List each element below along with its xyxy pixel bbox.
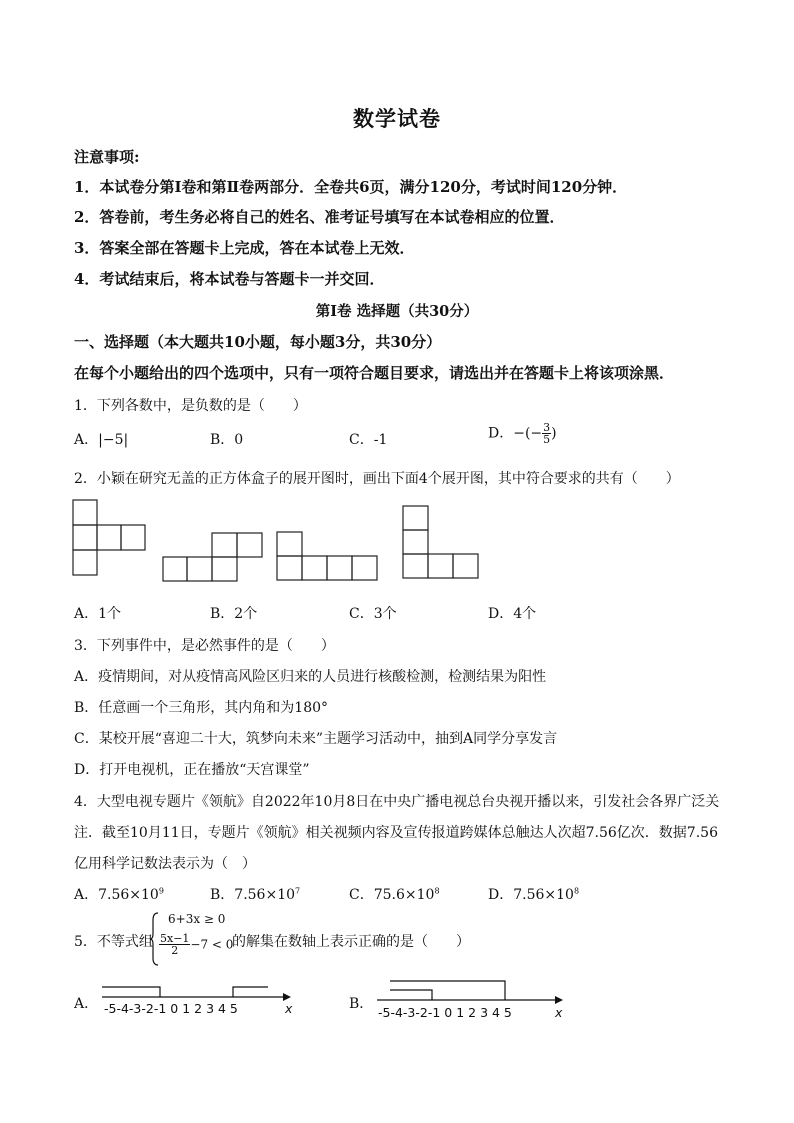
q1-option-b: B．0: [210, 432, 244, 448]
notice-item: 2．答卷前，考生务必将自己的姓名、准考证号填写在本试卷相应的位置．: [74, 208, 565, 226]
page-title: 数学试卷: [353, 106, 441, 131]
q4-option-b: B．$7.56\times 10^7$: [210, 886, 301, 903]
q2-option-a: A．1个: [74, 606, 122, 622]
q4-line: 4．大型电视专题片《领航》自2022年10月8日在中央广播电视总台央视开播以来，引发社会各界广泛关: [74, 794, 720, 810]
q5-stem-post: 的解集在数轴上表示正确的是（ ）: [232, 934, 470, 950]
notice-heading: 注意事项:: [74, 148, 140, 166]
q2-option-c: C．3个: [349, 606, 397, 622]
q3-stem: 3．下列事件中，是必然事件的是（ ）: [74, 638, 335, 654]
q4-line: 注．截至10月11日，专题片《领航》相关视频内容及宣传报道跨媒体总触达人次超7.56亿次．数据7.56: [74, 825, 718, 841]
q1-stem: 1．下列各数中，是负数的是（ ）: [74, 398, 307, 414]
fraction: $\frac{5x-1}{2}$: [160, 932, 190, 957]
q5-option-b-label: B．: [349, 996, 374, 1012]
q5-stem-pre: 5．不等式组: [74, 934, 153, 950]
q5-inequality-1: 6+3x ≥ 0: [168, 912, 226, 926]
q4-option-c: C．$75.6\times 10^8$: [349, 886, 440, 903]
number-line-b-ticks: -5-4-3-2-1 0 1 2 3 4 5: [378, 1005, 512, 1020]
q4-option-a: A．$7.56\times 10^9$: [74, 886, 164, 903]
number-line-a-var: x: [285, 1001, 293, 1016]
q3-option-b: B．任意画一个三角形，其内角和为180°: [74, 700, 329, 716]
section-instruction: 在每个小题给出的四个选项中，只有一项符合题目要求，请选出并在答题卡上将该项涂黑．: [74, 364, 675, 382]
q1-option-c: C．-1: [349, 432, 388, 448]
notice-item: 4．考试结束后，将本试卷与答题卡一并交回．: [74, 270, 385, 288]
section-title: 第Ⅰ卷 选择题（共30分）: [315, 303, 479, 320]
q4-line: 亿用科学记数法表示为（ ）: [74, 856, 256, 872]
number-line-a-ticks: -5-4-3-2-1 0 1 2 3 4 5: [104, 1001, 238, 1016]
q2-option-d: D．4个: [488, 606, 537, 622]
q2-option-b: B．2个: [210, 606, 258, 622]
q3-option-d: D．打开电视机，正在播放“天宫课堂”: [74, 762, 310, 778]
q1-option-a: A．|−5|: [74, 432, 129, 448]
q3-option-a: A．疫情期间，对从疫情高风险区归来的人员进行核酸检测，检测结果为阳性: [74, 669, 547, 685]
q1-option-d: D．−(− $\frac{3}{5}$ ): [488, 421, 557, 446]
notice-item: 3．答案全部在答题卡上完成，答在本试卷上无效．: [74, 239, 415, 257]
section-part: 一、选择题（本大题共10小题，每小题3分，共30分）: [74, 333, 442, 351]
number-line-b-var: x: [555, 1005, 563, 1020]
q1-a-expr: |−5|: [98, 432, 129, 448]
q3-option-c: C．某校开展“喜迎二十大，筑梦向未来”主题学习活动中，抽到A同学分享发言: [74, 731, 558, 747]
q2-stem: 2．小颖在研究无盖的正方体盒子的展开图时，画出下面4个展开图，其中符合要求的共有（ ）: [74, 471, 680, 487]
notice-item: 1．本试卷分第Ⅰ卷和第Ⅱ卷两部分．全卷共6页，满分120分，考试时间120分钟．: [74, 178, 628, 196]
q5-option-a-label: A．: [74, 996, 99, 1012]
fraction: $\frac{3}{5}$: [543, 421, 551, 446]
q4-option-d: D．$7.56\times 10^8$: [488, 886, 580, 903]
q5-inequality-2: $\frac{5x-1}{2}$ −7 < 0: [160, 932, 234, 957]
